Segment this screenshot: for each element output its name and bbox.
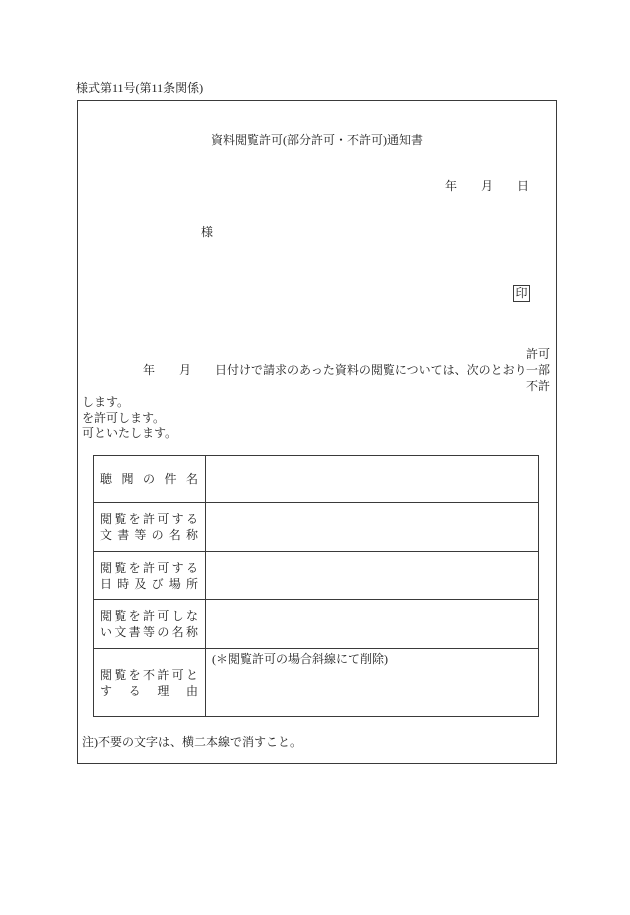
choice-deny: 不許 (526, 379, 551, 393)
label-char: 閲 (100, 560, 113, 575)
label-char: を (128, 609, 141, 623)
value-cell-datetime-place (206, 552, 539, 600)
label-line (100, 608, 198, 624)
label-char: 及 (134, 576, 147, 591)
seal-label: 印 (515, 286, 528, 300)
label-char: と (185, 667, 198, 682)
label-char: い (100, 625, 113, 639)
ending-deny: 可といたします。 (82, 426, 178, 440)
label-char: 可 (157, 512, 170, 526)
value-cell-denial-reason (206, 649, 539, 717)
form-number: 様式第11号(第11条関係) (76, 81, 204, 95)
label-char: す (171, 560, 184, 575)
label-char: 由 (185, 683, 198, 698)
label-line (100, 471, 198, 487)
label-char: 所 (185, 576, 198, 591)
label-char: を (128, 512, 141, 526)
row-label-permitted-documents (94, 503, 206, 552)
label-char: る (185, 560, 198, 575)
label-char: を (128, 560, 141, 575)
seal-box (513, 285, 530, 302)
label-char: 許 (142, 512, 155, 526)
ending-partial: を許可します。 (82, 411, 166, 425)
label-char: 称 (185, 528, 198, 542)
label-char: 不 (142, 667, 155, 682)
label-char: 覧 (114, 609, 127, 623)
label-char: 許 (142, 560, 155, 575)
label-char: 書 (128, 625, 141, 639)
label-char: 名 (185, 472, 198, 486)
document-title: 資料閲覧許可(部分許可・不許可)通知書 (211, 133, 423, 147)
label-line (100, 511, 198, 527)
label-char: 聴 (100, 472, 113, 486)
label-char: す (171, 512, 184, 526)
choice-partial: 一部 (526, 363, 551, 377)
label-char: の (157, 625, 170, 639)
label-char: 日 (100, 576, 113, 591)
ending-permit: します。 (82, 395, 130, 409)
label-char: 場 (168, 576, 181, 591)
row-label-datetime-place (94, 552, 206, 600)
label-char: 覧 (114, 560, 127, 575)
label-char: な (185, 609, 198, 623)
label-char: 名 (171, 625, 184, 639)
label-char: 許 (142, 609, 155, 623)
label-char: 理 (157, 683, 170, 698)
label-char: び (151, 576, 164, 591)
label-char: 閲 (100, 512, 113, 526)
label-char: る (128, 683, 141, 698)
label-char: を (128, 667, 141, 682)
label-char: 等 (142, 625, 155, 639)
label-line (100, 667, 198, 683)
label-char: 書 (117, 528, 130, 542)
details-table (93, 455, 539, 717)
value-cell-subject (206, 456, 539, 503)
value-cell-permitted-documents (206, 503, 539, 552)
label-char: る (185, 512, 198, 526)
label-char: 称 (185, 625, 198, 639)
label-char: 時 (117, 576, 130, 591)
label-char: 文 (100, 528, 113, 542)
label-line (100, 683, 198, 699)
request-date-line: 年 月 日付けで請求のあった資料の閲覧については、次のとおり (143, 363, 527, 377)
label-char: 閲 (100, 609, 113, 623)
row-label-unpermitted-documents (94, 600, 206, 649)
label-line (100, 560, 198, 576)
label-char: 覧 (114, 512, 127, 526)
label-char: 等 (134, 528, 147, 542)
issue-date: 年 月 日 (445, 179, 530, 193)
label-char: 聞 (121, 472, 134, 486)
label-char: 可 (157, 609, 170, 623)
label-char: 覧 (114, 667, 127, 682)
label-char: 可 (171, 667, 184, 682)
label-char: 名 (168, 528, 181, 542)
value-cell-unpermitted-documents (206, 600, 539, 649)
row-label-denial-reason (94, 649, 206, 717)
label-char: 可 (157, 560, 170, 575)
addressee-suffix: 様 (201, 225, 214, 239)
label-char: 文 (114, 625, 127, 639)
footnote: 注)不要の文字は、横二本線で消すこと。 (82, 735, 302, 749)
label-line (100, 527, 198, 543)
denial-reason-note: (＊閲覧許可の場合斜線にて削除) (212, 652, 388, 666)
label-char: の (142, 472, 155, 486)
label-char: 許 (157, 667, 170, 682)
label-line (100, 576, 198, 592)
label-char: の (151, 528, 164, 542)
label-char: し (171, 609, 184, 623)
label-char: 件 (164, 472, 177, 486)
label-char: す (100, 683, 113, 698)
label-char: 閲 (100, 667, 113, 682)
label-line (100, 624, 198, 640)
choice-permit: 許可 (526, 347, 551, 361)
row-label-subject (94, 456, 206, 503)
